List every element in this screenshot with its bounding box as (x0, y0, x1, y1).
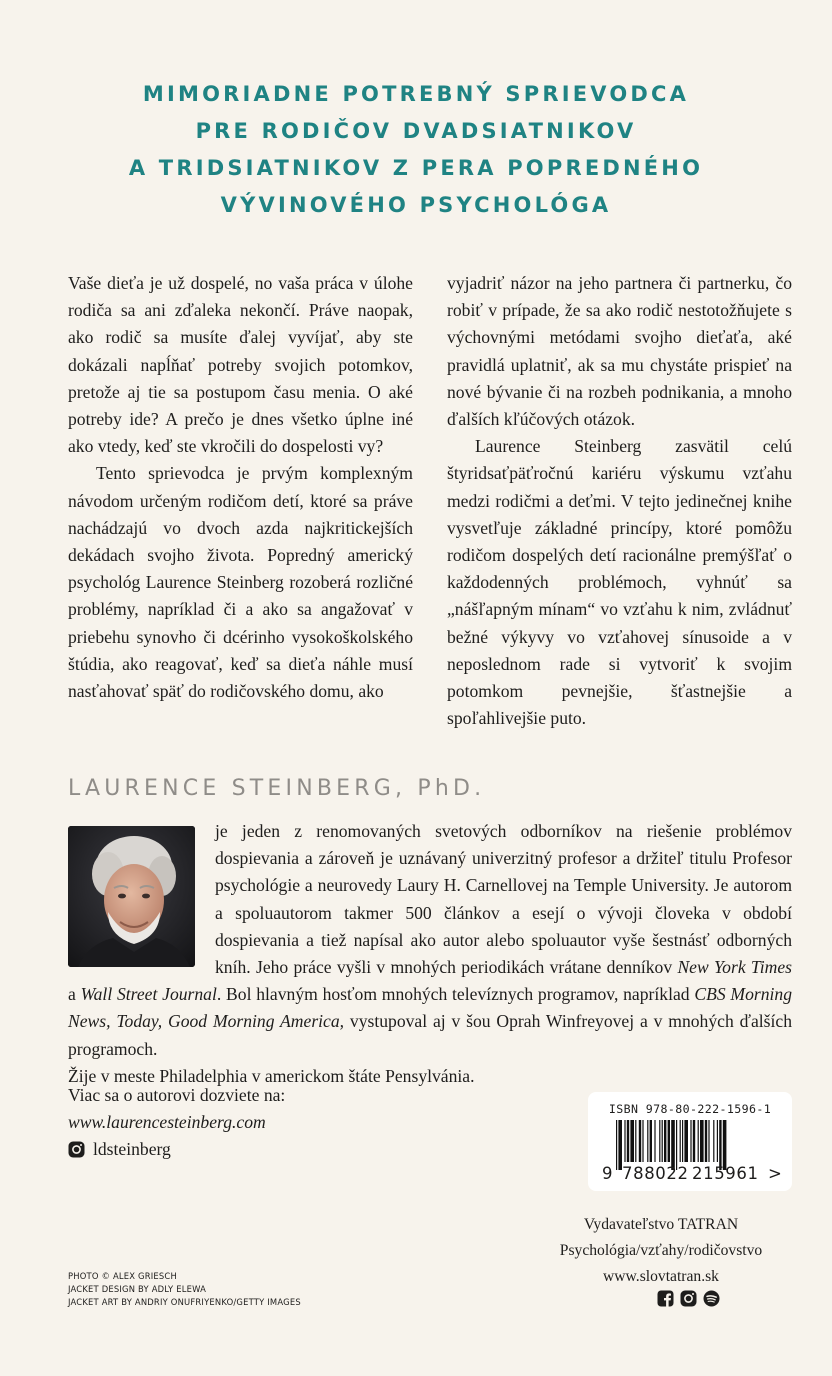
bio-text: je jeden z renomovaných svetových odborníkov na riešenie problémov dospievania a zároveň je uznávaný univerzitný profesor a držiteľ titulu Profesor psychológie a neurovedy Laury H. Carnellovej na Temple University. Je autorom a spoluautorom takmer 500 článkov a esejí o vývoji človeka v období dospievania a tiež napísal ako autor alebo spoluautor vyše šestnásť odborných kníh. Jeho práce vyšli v mnohých periodikách vrátane denníkov (215, 821, 792, 978)
blurb-left-column (68, 270, 413, 705)
ean-left-group: 788022 (622, 1164, 689, 1183)
headline-line: PRE RODIČOV DVADSIATNIKOV (195, 119, 637, 143)
barcode-bar (639, 1120, 641, 1162)
barcode-bar (635, 1120, 636, 1162)
instagram-icon (68, 1141, 85, 1158)
barcode-bar (627, 1120, 629, 1162)
barcode-bar (664, 1120, 666, 1162)
blurb-paragraph: Laurence Steinberg zasvätil celú štyridsaťpäťročnú kariéru výskumu vzťahu medzi rodičmi a deťmi. V tejto jedinečnej knihe vysvetľuje základné princípy, ktoré pomôžu rodičom dospelých detí racionálne premýšľať o každodenných problémoch, vyhnúť sa „nášľapným mínam“ vo vzťahu k nim, zvládnuť bežné výkyvy vo vzťahovej sínusoide a v neposlednom rade si vytvoriť k svojim potomkom pevnejšie, šťastnejšie a spoľahlivejšie puto. (447, 436, 792, 729)
credit-line: JACKET ART BY ANDRIY ONUFRIYENKO/GETTY IMAGES (68, 1297, 301, 1308)
barcode-bar (647, 1120, 648, 1162)
publisher-social-links (657, 1290, 720, 1307)
bio-text: vystupoval aj v šou Oprah Winfreyovej a v mnohých ďalších programoch. (68, 1011, 792, 1059)
bio-residence: Žije v meste Philadelphia v americkom štáte Pensylvánia. (68, 1065, 475, 1086)
barcode-bar (698, 1120, 699, 1162)
barcode-bar (624, 1120, 625, 1162)
barcode-bar (659, 1120, 660, 1162)
spotify-icon[interactable] (703, 1290, 720, 1307)
barcode-bar (642, 1120, 643, 1162)
more-label: Viac sa o autorovi dozviete na: (68, 1085, 286, 1105)
bio-wsj: Wall Street Journal (80, 984, 217, 1005)
barcode-bar (618, 1120, 622, 1170)
barcode-bar (719, 1120, 721, 1170)
author-links (68, 1082, 285, 1163)
barcode-bar (662, 1120, 663, 1162)
blurb-paragraph: Vaše dieťa je už dospelé, no vaša práca v úlohe rodiča sa ani zďaleka nekončí. Práve naopak, ako rodič sa musíte ďalej vyvíjať, aby ste dokázali napĺňať potreby svojich potomkov, pretože aj tie sa postupom času menia. O aké potreby ide? A prečo je dnes všetko úplne iné ako vtedy, keď ste vkročili do dospelosti vy? (68, 273, 413, 457)
barcode-bar (713, 1120, 714, 1162)
publisher-category: Psychológia/vzťahy/rodičovstvo (559, 1242, 763, 1259)
credit-line: PHOTO © ALEX GRIESCH (68, 1271, 177, 1281)
barcode-bar (708, 1120, 709, 1162)
barcode-bar (668, 1120, 670, 1162)
barcode-bar (680, 1120, 681, 1162)
barcode-bar (654, 1120, 655, 1162)
barcode-bar (693, 1120, 695, 1162)
author-photo (68, 826, 195, 967)
barcode-bar (676, 1120, 677, 1170)
author-website-link[interactable]: www.laurencesteinberg.com (68, 1112, 266, 1132)
blurb-right-column (447, 270, 792, 732)
isbn-text: ISBN 978-80-222-1596-1 (608, 1102, 772, 1116)
headline-line: MIMORIADNE POTREBNÝ SPRIEVODCA (142, 82, 690, 106)
ean-first-digit: 9 (602, 1164, 613, 1183)
barcode-bar (700, 1120, 704, 1162)
barcode-bar (671, 1120, 675, 1170)
facebook-icon[interactable] (657, 1290, 674, 1307)
barcode-bar (616, 1120, 617, 1170)
ean-right-group: 215961 (692, 1164, 759, 1183)
barcode-bar (705, 1120, 707, 1162)
headline-line: A TRIDSIATNIKOV Z PERA POPREDNÉHO (128, 156, 704, 180)
ean-arrow: > (768, 1164, 782, 1183)
barcode-bar (684, 1120, 688, 1162)
barcode-bar (630, 1120, 634, 1162)
barcode-bar (717, 1120, 718, 1162)
instagram-handle: ldsteinberg (93, 1139, 171, 1159)
headline (60, 76, 772, 224)
barcode-bar (682, 1120, 683, 1162)
instagram-icon[interactable] (680, 1290, 697, 1307)
barcode-bar (690, 1120, 691, 1162)
blurb-paragraph: Tento sprievodca je prvým komplexným návodom určeným rodičom detí, ktoré sa práve nachádzajú vo dvoch azda najkritickejších dekádach svojho života. Popredný americký psychológ Laurence Steinberg rozoberá rozličné problémy, napríklad či a ako sa angažovať v priebehu synovho či dcérinho vysokoškolského štúdia, ako reagovať, keď sa dieťa náhle musí nasťahovať späť do rodičovského domu, ako (68, 463, 413, 702)
author-instagram[interactable] (68, 1136, 285, 1163)
bio-shows: CBS Morning News, Today, Good Morning America, (68, 984, 792, 1032)
barcode-bar (723, 1120, 727, 1170)
publisher-name: Vydavateľstvo TATRAN (583, 1216, 739, 1233)
bio-nyt: New York Times (677, 957, 792, 978)
credits (68, 1270, 301, 1310)
bio-text: a (68, 984, 81, 1005)
bio-text: . Bol hlavným hosťom mnohých televíznych programov, napríklad (216, 984, 695, 1005)
publisher-info (522, 1212, 800, 1290)
barcode-bar (650, 1120, 652, 1162)
publisher-website[interactable]: www.slovtatran.sk (603, 1268, 719, 1285)
credit-line: JACKET DESIGN BY ADLY ELEWA (68, 1284, 207, 1295)
blurb-paragraph: vyjadriť názor na jeho partnera či partnerku, čo robiť v prípade, že sa ako rodič nestotožňujete s výchovnými metódami svojho dieťaťa, aké pravidlá uplatniť, ak sa mu chystáte prispieť na nové bývanie či na rozbeh podnikania, a mnoho ďalších kľúčových otázok. (447, 273, 792, 430)
isbn-barcode (588, 1092, 792, 1191)
author-name: LAURENCE STEINBERG, PhD. (68, 776, 486, 801)
headline-line: VÝVINOVÉHO PSYCHOLÓGA (220, 193, 612, 217)
